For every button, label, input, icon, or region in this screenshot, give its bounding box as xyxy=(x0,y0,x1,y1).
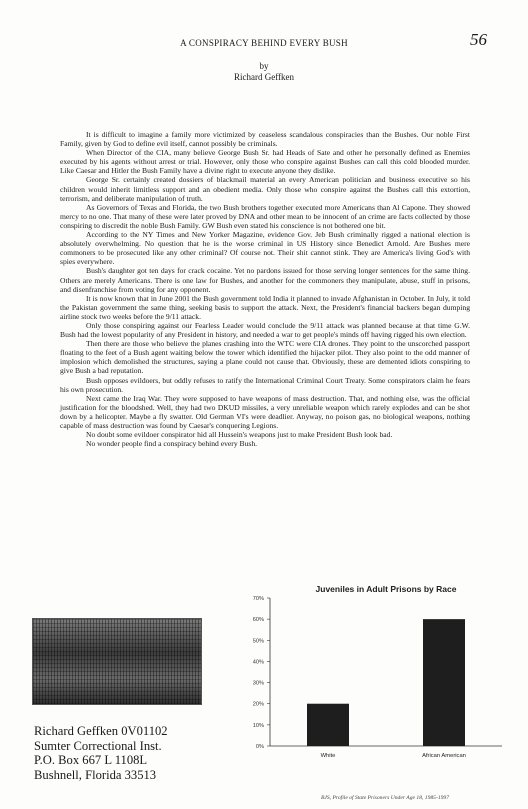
address-line: P.O. Box 667 L 1108L xyxy=(34,753,148,767)
bar xyxy=(423,619,465,746)
paragraph: Then there are those who believe the planes crashing into the WTC were CIA drones. They point to the unscorched passport floating to the feet of a Bush agent waiting below the tower which identified the hijacker pilot. They also point to the odd manner of implosion which demolished the structures, saying a plane could not cause that. Obviously, these are demented idiots conspiring to give Bush a bad reputation. xyxy=(60,339,470,376)
bar-chart xyxy=(226,584,508,784)
y-tick-label: 70% xyxy=(252,596,264,602)
y-tick-label: 30% xyxy=(252,680,264,687)
y-tick-label: 0% xyxy=(255,744,264,750)
y-tick-label: 10% xyxy=(252,722,264,729)
paragraph: Bush opposes evildoers, but oddly refuses to ratify the International Criminal Court Treaty. Some conspirators claim he fears his own prosecution. xyxy=(60,375,470,394)
address-line: Sumter Correctional Inst. xyxy=(34,738,162,753)
paragraph: No wonder people find a conspiracy behind every Bush. xyxy=(86,439,258,449)
chart-source: BJS, Profile of State Prisoners Under Age 18, 1985-1997 xyxy=(320,795,450,801)
chart-title: Juveniles in Adult Prisons by Race xyxy=(315,584,457,594)
paragraph: As Governors of Texas and Florida, the two Bush brothers together executed more Americans than Al Capone. They showed mercy to no one. That many of these were later proved by DNA and other mean to be innocent of an crime are facts collected by those conspiring to discredit the noble Bush Family. GW Bush even stated his conscience is not bothered one bit. xyxy=(60,202,470,230)
paragraph: It is now known that in June 2001 the Bush government told India it planned to invade Afghanistan in October. In July, it told the Pakistan government the same thing, seeking basis to support the attack. Next, the President's financial backers began dumping airline stock two weeks before the 9/11 attack. xyxy=(60,293,470,321)
paragraph: It is difficult to imagine a family more victimized by ceaseless scandalous conspiracies than the Bushes. Our noble First Family, given by God to define evil itself, cannot possibly be criminals. xyxy=(60,130,470,149)
author-name: Richard Geffken xyxy=(233,72,295,82)
paragraph: Bush's daughter got ten days for crack cocaine. Yet no pardons issued for those serving longer sentences for the same thing. Others are merely Americans. There is one law for Bushes, and another for the commoners they manipulate, abuse, stuff in prisons, and disenfranchise from voting for any opponent. xyxy=(60,266,470,294)
bar xyxy=(307,704,349,746)
address-line: Richard Geffken 0V01102 xyxy=(34,724,168,738)
paragraph: When Director of the CIA, many believe George Bush Sr. had Heads of Sate and other he personally defined as Enemies executed by his agents without arrest or trial. However, only those who conspire against Bushes can call this cold blooded murder. Like Caesar and Hitler the Bush Family have a divine right to execute anyone they dislike. xyxy=(60,148,470,176)
y-tick-label: 40% xyxy=(252,659,264,666)
article-body xyxy=(60,130,470,448)
paragraph: Only those conspiring against our Fearless Leader would conclude the 9/11 attack was planned because at that time G.W. Bush had the lowest popularity of any President in history, and needed a war to get people's minds off having rigged his own election. xyxy=(60,320,470,340)
y-tick-label: 50% xyxy=(252,638,264,645)
paragraph: According to the NY Times and New Yorker Magazine, evidence Gov. Jeb Bush criminally rigged a national election is absolutely overwhelming. No question that he is the worse criminal in US History since Benedict Arnold. Are Bushes mere commoners to be prosecuted like any other criminal? Of course not. Their shit cannot stink. They are America's living God's with spies everywhere. xyxy=(60,230,470,267)
address-line: Bushnell, Florida 33513 xyxy=(34,767,157,782)
paragraph: Next came the Iraq War. They were supposed to have weapons of mass destruction. That, and nothing else, was the official justification for the bloodshed. Well, they had two DKUD missiles, a very unreliable weapon which rarely explodes and can be shot down by a helicopter. Maybe a fly swatter. Old German VI's were deadlier. Anyway, no poison gas, no biological weapons, nothing capable of mass destruction was found by Caesar's conquering Legions. xyxy=(60,393,470,430)
y-tick-label: 20% xyxy=(252,701,264,708)
x-tick-label: White xyxy=(320,753,336,759)
byline: by xyxy=(259,61,269,71)
y-tick-label: 60% xyxy=(252,617,264,624)
article-title: A CONSPIRACY BEHIND EVERY BUSH xyxy=(180,38,348,48)
paragraph: George Sr. certainly created dossiers of blackmail material an every American politician and business executive so his children would inherit limitless support and an obedient media. Only those who conspire against the Bushes call this extortion, terrorism, and deliberate manipulation of truth. xyxy=(60,175,470,203)
x-tick-label: African American xyxy=(422,753,466,759)
paragraph: No doubt some evildoer conspirator hid all Hussein's weapons just to make President Bush look bad. xyxy=(86,430,393,440)
page-number: 56 xyxy=(470,30,487,49)
author-photo xyxy=(32,618,202,705)
mailing-address xyxy=(34,724,168,782)
